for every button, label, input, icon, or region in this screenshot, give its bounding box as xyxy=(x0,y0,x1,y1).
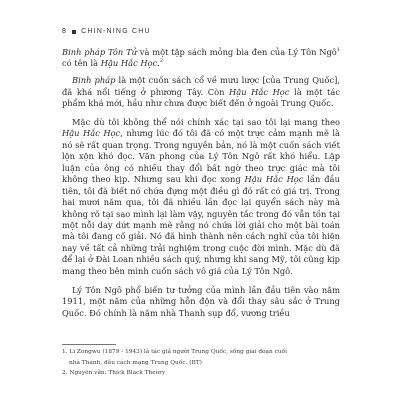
header-separator-square xyxy=(72,30,76,34)
book-title: Hậu Hắc Học xyxy=(229,86,290,97)
footnote-2: 2. Nguyên văn: Thick Black Theory xyxy=(62,370,166,376)
running-header xyxy=(62,28,151,35)
text-run: lần đầu tiên, tôi đã biết nó chứa đựng một điều gì đó rất có giá trị. Trong hai mươi năm qua, tôi đã nhiều lần đọc lại quyển sách này mà không rõ tại sao mình lại làm vậy, nguyên tắc trong đó vẫn tồn tại một nỗi day dứt mạnh mẽ rằng nó chứa lời giải cho một bài toán mà tôi đang cố giải. Nó đã hình thành nên cách nghĩ của tôi hiện nay về tất cả những trải nghiệm trong cuộc đời mình. Mặc dù đã để lại ở Đài Loan nhiều sách quý, nhưng khi sang Mỹ, tôi cũng kịp mang theo bên mình cuốn sách vô giá của Lý Tôn Ngô. xyxy=(62,174,340,276)
footnote-ref-2: 2 xyxy=(159,58,164,65)
footnote-rule xyxy=(62,344,116,345)
paragraph-2 xyxy=(62,75,340,109)
author-name: CHIN-NING CHU xyxy=(81,28,151,35)
footnote-1-line-2: nhà Thanh, đầu cách mạng Trung Quốc. (BT) xyxy=(69,359,202,366)
text-run: , nhưng lúc đó tôi đã có một trực cảm mạnh mẽ là nó sẽ rất quan trọng. Trong nguyên bản, nó là một cuốn sách viết lộn xộn khó đọc. Văn phong của Lý Tôn Ngô rất khó hiểu. Lập luận của ông có nhiều thay đổi bất ngờ theo trực giác mà tôi không theo kịp. Nhưng sau khi đọc xong xyxy=(62,128,340,185)
text-run: . xyxy=(157,58,160,69)
body-text xyxy=(62,47,340,324)
text-run: Mặc dù tôi không thể nói chính xác tại sao tôi lại mang theo xyxy=(72,116,340,127)
book-title: Hậu Hắc Học xyxy=(62,128,121,139)
page-number: 8 xyxy=(62,28,68,35)
book-title: Hậu Hắc Học xyxy=(244,174,304,185)
paragraph-1 xyxy=(62,47,340,70)
footnote-ref-1: 1 xyxy=(336,47,340,54)
footnote-1 xyxy=(62,348,338,368)
book-title: Binh pháp xyxy=(72,75,116,86)
text-run: và một tập sách mỏng bìa đen của Lý Tôn Ngô xyxy=(136,47,337,57)
paragraph-3 xyxy=(62,117,340,277)
book-title: Hậu Hắc Học xyxy=(100,58,158,69)
paragraph-4 xyxy=(62,285,340,319)
footnote-1-line-1: 1. Li Zongwu (1879 - 1943) là tác giả người Trung Quốc, sống giai đoạn cuối xyxy=(62,349,287,355)
text-run: Lý Tôn Ngô phổ biến tư tưởng của mình lần đầu tiên vào năm 1911, một năm của những hỗn độn và đổi thay sâu sắc ở Trung Quốc. Đó chính là năm nhà Thanh sụp đổ, vương triều xyxy=(62,284,340,318)
text-run: có tên là xyxy=(62,58,101,69)
footnotes xyxy=(62,348,338,380)
book-title: Binh pháp Tôn Tử xyxy=(62,47,137,57)
text-run: là một cuốn sách cổ về mưu lược [của Trung Quốc], đã khá nổi tiếng ở phương Tây. Còn xyxy=(62,75,340,97)
text-run: là một tác phẩm khá mới, hầu như chưa được biết đến ở ngoài Trung Quốc. xyxy=(62,86,340,108)
